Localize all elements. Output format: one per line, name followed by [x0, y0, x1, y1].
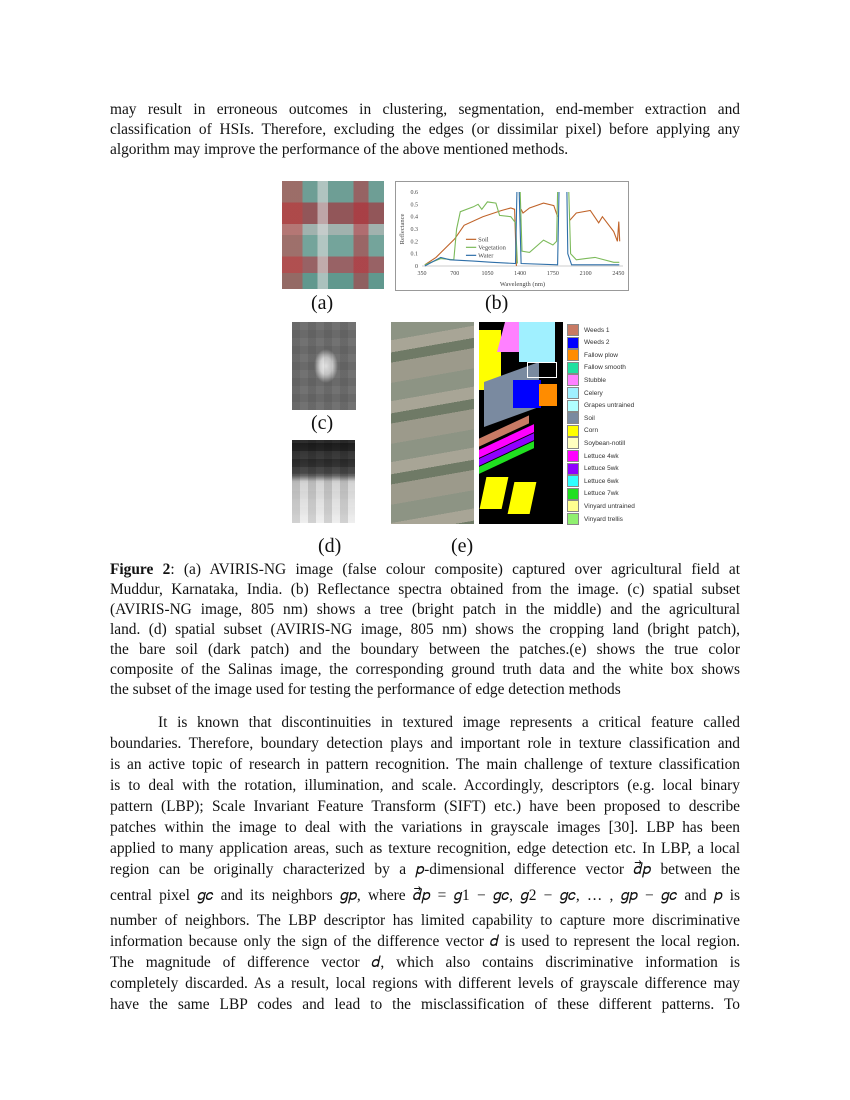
legend-label: Vinyard trellis [584, 515, 623, 523]
figure-d-soil-subset-image [292, 440, 355, 523]
text-line: pattern (LBP); Scale Invariant Feature Transform (SIFT) etc.) have been proposed to describe [110, 798, 740, 815]
caption-line: Muddur, Karnataka, India. (b) Reflectance spectra obtained from the image. (c) spatial subset [110, 581, 740, 598]
legend-label: Vegetation [478, 244, 506, 252]
legend-swatch [567, 513, 579, 525]
chart-svg [396, 182, 628, 290]
text-line: completely discarded. As a result, local regions with different levels of grayscale difference may [110, 975, 740, 992]
figure-b-label: (b) [485, 292, 509, 314]
legend-item [567, 337, 610, 349]
legend-swatch [567, 488, 579, 500]
caption-line [110, 561, 740, 579]
legend-item [567, 324, 610, 336]
x-tick-label: 1050 [481, 271, 494, 277]
figure-e-salinas-true-color-image [391, 322, 474, 524]
text-line: classification of HSIs. Therefore, excluding the edges (or dissimilar pixel) before applying any [110, 121, 740, 138]
legend-swatch [567, 425, 579, 437]
caption-line: land. (d) spatial subset (AVIRIS-NG image, 805 nm) shows the cropping land (bright patch), [110, 621, 740, 638]
legend-swatch [567, 387, 579, 399]
legend-swatch [567, 349, 579, 361]
figure-a-label: (a) [311, 292, 334, 314]
legend-label: Soil [478, 236, 489, 244]
figure-c-tree-subset-image [292, 322, 356, 410]
legend-label: Weeds 2 [584, 339, 610, 347]
text-line: have the same LBP codes and lead to the misclassification of these different patterns. To [110, 996, 740, 1013]
legend-item [567, 475, 619, 487]
legend-item [567, 425, 598, 437]
legend-item [567, 488, 619, 500]
legend-swatch [567, 437, 579, 449]
text-line: is an active topic of research in pattern recognition. The main challenge of texture classification [110, 756, 740, 773]
legend-label: Fallow plow [584, 351, 618, 359]
y-tick-label: 0.5 [410, 202, 418, 209]
x-tick-label: 350 [417, 271, 427, 277]
caption-text: : (a) AVIRIS-NG image (false colour composite) captured over agricultural field at [170, 561, 740, 578]
x-tick-label: 1400 [514, 271, 527, 277]
legend-swatch [567, 500, 579, 512]
text-line: applied to many application areas, such as texture recognition, edge detection etc. In LBP, a local [110, 840, 740, 857]
text-line: is to deal with the rotation, illumination, and scale. Accordingly, descriptors (e.g. local binary [110, 777, 740, 794]
y-tick-label: 0.4 [410, 214, 418, 221]
text-line: It is known that discontinuities in textured image represents a critical feature called [158, 714, 740, 731]
legend-swatch [567, 412, 579, 424]
legend-item [567, 387, 603, 399]
caption-line: the subset of the image used for testing the performance of edge detection methods [110, 681, 621, 698]
legend-label: Soybean-notill [584, 439, 626, 447]
legend-label: Lettuce 6wk [584, 477, 619, 485]
legend-swatch [567, 450, 579, 462]
text-line: patches within the image to deal with the variations in grayscale images [30]. LBP has been [110, 819, 740, 836]
y-tick-label: 0 [415, 264, 418, 270]
legend-label: Stubble [584, 376, 607, 384]
caption-figure-number: Figure 2 [110, 561, 171, 578]
y-tick-label: 0.2 [410, 239, 418, 246]
legend-item [567, 437, 625, 449]
legend-swatch [567, 463, 579, 475]
legend-item [567, 349, 618, 361]
legend-label: Lettuce 4wk [584, 452, 619, 460]
text-line: may result in erroneous outcomes in clustering, segmentation, end-member extraction and [110, 101, 740, 118]
caption-line: the bare soil (dark patch) and the boundary between the patches.(e) shows the true color [110, 641, 740, 658]
text-line: algorithm may improve the performance of the above mentioned methods. [110, 141, 569, 158]
series-line-vegetation [425, 192, 620, 265]
x-tick-label: 1750 [546, 271, 559, 277]
legend-item [567, 463, 619, 475]
legend-item [567, 362, 626, 374]
legend-label: Soil [584, 414, 595, 422]
legend-item [567, 374, 606, 386]
x-tick-label: 2100 [579, 271, 592, 277]
figure-b-reflectance-chart [395, 181, 629, 291]
x-axis-label: Wavelength (nm) [499, 281, 546, 288]
legend-swatch [567, 337, 579, 349]
legend-label: Lettuce 7wk [584, 490, 619, 498]
legend-label: Fallow smooth [584, 364, 626, 372]
y-tick-label: 0.6 [410, 190, 418, 196]
figure-a-false-colour-image [282, 181, 384, 289]
figure-c-label: (c) [311, 412, 334, 434]
figure-d-label: (d) [318, 535, 342, 557]
legend-label: Weeds 1 [584, 326, 610, 334]
x-tick-label: 700 [450, 271, 460, 277]
text-line: region can be originally characterized by a 𝑝-dimensional difference vector 𝑑⃗𝑝 between the [110, 861, 740, 878]
text-line: boundaries. Therefore, boundary detection plays and important role in texture classification and [110, 735, 740, 752]
y-tick-label: 0.3 [410, 227, 418, 233]
figure-e-ground-truth-map [479, 322, 563, 524]
caption-line: composite of the Salinas image, the corresponding ground truth data and the white box shows [110, 661, 740, 678]
legend-item [567, 412, 595, 424]
legend-item [567, 500, 635, 512]
legend-label: Celery [584, 389, 603, 397]
legend-label: Vinyard untrained [584, 502, 635, 510]
text-line: The magnitude of difference vector 𝑑, which also contains discriminative information is [110, 954, 740, 971]
legend-swatch [567, 362, 579, 374]
text-line: information because only the sign of the difference vector 𝑑 is used to represent the local region. [110, 933, 740, 950]
legend-label: Lettuce 5wk [584, 465, 619, 473]
text-line: central pixel 𝑔𝑐 and its neighbors 𝑔𝑝, where 𝑑⃗𝑝 = 𝑔1 − 𝑔𝑐, 𝑔2 − 𝑔𝑐, … , 𝑔𝑝 − 𝑔𝑐 and 𝑝 is [110, 887, 740, 904]
legend-item [567, 400, 634, 412]
legend-item [567, 450, 619, 462]
legend-swatch [567, 374, 579, 386]
y-axis-label: Reflectance [399, 213, 406, 245]
y-tick-label: 0.1 [410, 251, 418, 258]
legend-label: Corn [584, 427, 599, 435]
figure-e-label: (e) [451, 535, 474, 557]
legend-label: Grapes untrained [584, 402, 635, 410]
legend-item [567, 513, 623, 525]
legend-label: Water [478, 252, 494, 260]
caption-line: (AVIRIS-NG image, 805 nm) shows a tree (bright patch in the middle) and the agricultural [110, 601, 740, 618]
text-line: number of neighbors. The LBP descriptor has limited capability to capture more discriminative [110, 912, 740, 929]
legend-swatch [567, 475, 579, 487]
legend-swatch [567, 400, 579, 412]
x-tick-label: 2450 [612, 271, 625, 277]
legend-swatch [567, 324, 579, 336]
